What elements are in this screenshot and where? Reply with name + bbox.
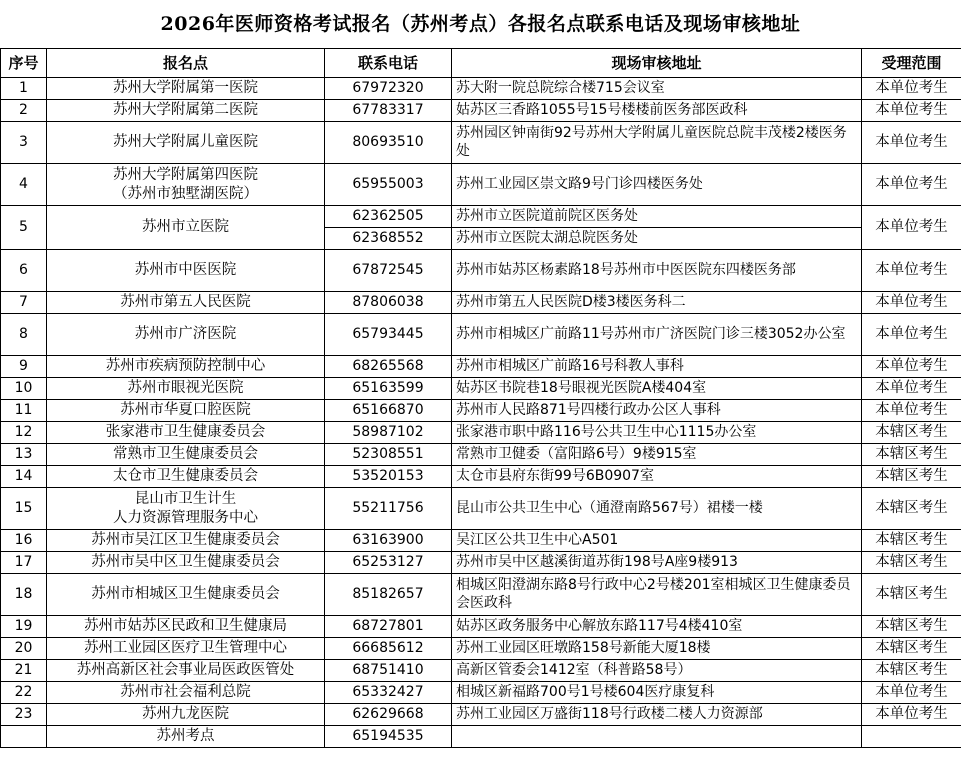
page-title: 2026年医师资格考试报名（苏州考点）各报名点联系电话及现场审核地址 bbox=[160, 13, 801, 35]
table-row bbox=[1, 704, 961, 726]
table-row bbox=[1, 250, 961, 292]
site-name-line: 昆山市卫生计生 bbox=[134, 490, 237, 507]
site-name: 张家港市卫生健康委员会 bbox=[47, 422, 325, 444]
header-address: 现场审核地址 bbox=[452, 49, 862, 78]
row-index: 12 bbox=[1, 422, 47, 444]
review-address: 苏州市立医院太湖总院医务处 bbox=[452, 228, 862, 250]
table-row bbox=[1, 660, 961, 682]
table-row bbox=[1, 444, 961, 466]
scope-value: 本单位考生 bbox=[862, 292, 961, 314]
site-name: 苏州市吴江区卫生健康委员会 bbox=[47, 530, 325, 552]
review-address: 苏州市人民路871号四楼行政办公区人事科 bbox=[452, 400, 862, 422]
row-index: 3 bbox=[1, 122, 47, 164]
row-index: 22 bbox=[1, 682, 47, 704]
row-index: 19 bbox=[1, 616, 47, 638]
phone-number: 87806038 bbox=[325, 292, 452, 314]
row-index: 4 bbox=[1, 164, 47, 206]
site-name-line: 苏州大学附属第四医院 bbox=[113, 166, 258, 183]
review-address: 苏州市第五人民医院D楼3楼医务科二 bbox=[452, 292, 862, 314]
scope-value: 本辖区考生 bbox=[862, 574, 961, 616]
table-row bbox=[1, 552, 961, 574]
review-address: 相城区阳澄湖东路8号行政中心2号楼201室相城区卫生健康委员会医政科 bbox=[452, 574, 862, 616]
row-index-empty bbox=[1, 726, 47, 748]
scope-value: 本单位考生 bbox=[862, 78, 961, 100]
row-index: 5 bbox=[1, 206, 47, 250]
table-row bbox=[1, 616, 961, 638]
row-index: 9 bbox=[1, 356, 47, 378]
review-address: 姑苏区三香路1055号15号楼楼前医务部医政科 bbox=[452, 100, 862, 122]
site-name: 苏州市中医医院 bbox=[47, 250, 325, 292]
row-index: 20 bbox=[1, 638, 47, 660]
site-name: 苏州市相城区卫生健康委员会 bbox=[47, 574, 325, 616]
header-index: 序号 bbox=[1, 49, 47, 78]
table-row bbox=[1, 78, 961, 100]
scope-value: 本单位考生 bbox=[862, 314, 961, 356]
phone-number: 67783317 bbox=[325, 100, 452, 122]
scope-value: 本单位考生 bbox=[862, 378, 961, 400]
site-name: 苏州市华夏口腔医院 bbox=[47, 400, 325, 422]
phone-number: 80693510 bbox=[325, 122, 452, 164]
review-address: 姑苏区书院巷18号眼视光医院A楼404室 bbox=[452, 378, 862, 400]
row-index: 1 bbox=[1, 78, 47, 100]
table-row bbox=[1, 466, 961, 488]
header-phone: 联系电话 bbox=[325, 49, 452, 78]
scope-value: 本单位考生 bbox=[862, 164, 961, 206]
site-name: 苏州考点 bbox=[47, 726, 325, 748]
phone-number: 67972320 bbox=[325, 78, 452, 100]
scope-value: 本单位考生 bbox=[862, 122, 961, 164]
row-index: 6 bbox=[1, 250, 47, 292]
phone-number: 68751410 bbox=[325, 660, 452, 682]
scope-value: 本辖区考生 bbox=[862, 638, 961, 660]
phone-number: 62362505 bbox=[325, 206, 452, 228]
review-address: 太仓市县府东街99号6B0907室 bbox=[452, 466, 862, 488]
table-row bbox=[1, 682, 961, 704]
phone-number: 68727801 bbox=[325, 616, 452, 638]
scope-value: 本单位考生 bbox=[862, 100, 961, 122]
scope-value: 本单位考生 bbox=[862, 206, 961, 250]
site-name: 苏州市疾病预防控制中心 bbox=[47, 356, 325, 378]
review-address: 相城区新福路700号1号楼604医疗康复科 bbox=[452, 682, 862, 704]
review-address: 常熟市卫健委（富阳路6号）9楼915室 bbox=[452, 444, 862, 466]
site-name: 太仓市卫生健康委员会 bbox=[47, 466, 325, 488]
review-address: 苏州工业园区崇文路9号门诊四楼医务处 bbox=[452, 164, 862, 206]
table-row bbox=[1, 530, 961, 552]
row-index: 10 bbox=[1, 378, 47, 400]
review-address: 苏州园区钟南街92号苏州大学附属儿童医院总院丰茂楼2楼医务处 bbox=[452, 122, 862, 164]
scope-value: 本辖区考生 bbox=[862, 466, 961, 488]
site-name: 苏州大学附属第二医院 bbox=[47, 100, 325, 122]
table-row-footer bbox=[1, 726, 961, 748]
scope-value: 本辖区考生 bbox=[862, 444, 961, 466]
scope-value: 本单位考生 bbox=[862, 682, 961, 704]
scope-value: 本辖区考生 bbox=[862, 616, 961, 638]
table-row bbox=[1, 574, 961, 616]
table-row bbox=[1, 356, 961, 378]
phone-number: 65332427 bbox=[325, 682, 452, 704]
row-index: 21 bbox=[1, 660, 47, 682]
review-address: 苏州市吴中区越溪街道苏街198号A座9楼913 bbox=[452, 552, 862, 574]
scope-value: 本辖区考生 bbox=[862, 660, 961, 682]
site-name: 苏州工业园区医疗卫生管理中心 bbox=[47, 638, 325, 660]
table-row bbox=[1, 378, 961, 400]
scope-value: 本单位考生 bbox=[862, 400, 961, 422]
review-address: 吴江区公共卫生中心A501 bbox=[452, 530, 862, 552]
site-name: 苏州九龙医院 bbox=[47, 704, 325, 726]
table-row bbox=[1, 206, 961, 228]
scope-value-empty bbox=[862, 726, 961, 748]
table-row bbox=[1, 292, 961, 314]
site-name: 苏州市立医院 bbox=[47, 206, 325, 250]
site-name: 苏州市广济医院 bbox=[47, 314, 325, 356]
scope-value: 本辖区考生 bbox=[862, 552, 961, 574]
review-address: 苏州市相城区广前路11号苏州市广济医院门诊三楼3052办公室 bbox=[452, 314, 862, 356]
phone-number: 62368552 bbox=[325, 228, 452, 250]
scope-value: 本单位考生 bbox=[862, 250, 961, 292]
row-index: 11 bbox=[1, 400, 47, 422]
site-name: 苏州市眼视光医院 bbox=[47, 378, 325, 400]
phone-number: 63163900 bbox=[325, 530, 452, 552]
row-index: 18 bbox=[1, 574, 47, 616]
site-name: 苏州大学附属第一医院 bbox=[47, 78, 325, 100]
site-name: 常熟市卫生健康委员会 bbox=[47, 444, 325, 466]
row-index: 8 bbox=[1, 314, 47, 356]
review-address: 苏州工业园区万盛街118号行政楼二楼人力资源部 bbox=[452, 704, 862, 726]
phone-number: 65793445 bbox=[325, 314, 452, 356]
row-index: 14 bbox=[1, 466, 47, 488]
site-name-line: 人力资源管理服务中心 bbox=[113, 509, 258, 526]
table-header-row bbox=[1, 49, 961, 78]
phone-number: 65253127 bbox=[325, 552, 452, 574]
site-name: 苏州市吴中区卫生健康委员会 bbox=[47, 552, 325, 574]
header-site: 报名点 bbox=[47, 49, 325, 78]
review-address: 苏州市姑苏区杨素路18号苏州市中医医院东四楼医务部 bbox=[452, 250, 862, 292]
site-name: 苏州市第五人民医院 bbox=[47, 292, 325, 314]
row-index: 17 bbox=[1, 552, 47, 574]
header-scope: 受理范围 bbox=[862, 49, 961, 78]
phone-number: 65163599 bbox=[325, 378, 452, 400]
site-name bbox=[47, 488, 325, 530]
row-index: 15 bbox=[1, 488, 47, 530]
review-address: 高新区管委会1412室（科普路58号） bbox=[452, 660, 862, 682]
table-row bbox=[1, 122, 961, 164]
phone-number: 68265568 bbox=[325, 356, 452, 378]
table-row bbox=[1, 638, 961, 660]
review-address: 苏大附一院总院综合楼715会议室 bbox=[452, 78, 862, 100]
phone-number: 53520153 bbox=[325, 466, 452, 488]
scope-value: 本辖区考生 bbox=[862, 488, 961, 530]
review-address: 姑苏区政务服务中心解放东路117号4楼410室 bbox=[452, 616, 862, 638]
row-index: 23 bbox=[1, 704, 47, 726]
table-row bbox=[1, 488, 961, 530]
phone-number: 58987102 bbox=[325, 422, 452, 444]
table-row bbox=[1, 422, 961, 444]
phone-number: 52308551 bbox=[325, 444, 452, 466]
row-index: 16 bbox=[1, 530, 47, 552]
phone-number: 65955003 bbox=[325, 164, 452, 206]
scope-value: 本单位考生 bbox=[862, 356, 961, 378]
site-name: 苏州市社会福利总院 bbox=[47, 682, 325, 704]
phone-number: 62629668 bbox=[325, 704, 452, 726]
site-name: 苏州高新区社会事业局医政医管处 bbox=[47, 660, 325, 682]
review-address: 苏州市立医院道前院区医务处 bbox=[452, 206, 862, 228]
phone-number: 66685612 bbox=[325, 638, 452, 660]
review-address: 昆山市公共卫生中心（通澄南路567号）裙楼一楼 bbox=[452, 488, 862, 530]
table-row bbox=[1, 164, 961, 206]
review-address: 苏州工业园区旺墩路158号新能大厦18楼 bbox=[452, 638, 862, 660]
phone-number: 67872545 bbox=[325, 250, 452, 292]
review-address: 苏州市相城区广前路16号科教人事科 bbox=[452, 356, 862, 378]
site-name: 苏州大学附属儿童医院 bbox=[47, 122, 325, 164]
contact-table bbox=[0, 48, 961, 748]
scope-value: 本辖区考生 bbox=[862, 422, 961, 444]
table-row bbox=[1, 314, 961, 356]
row-index: 7 bbox=[1, 292, 47, 314]
row-index: 2 bbox=[1, 100, 47, 122]
review-address: 张家港市职中路116号公共卫生中心1115办公室 bbox=[452, 422, 862, 444]
table-row bbox=[1, 100, 961, 122]
phone-number: 65166870 bbox=[325, 400, 452, 422]
site-name bbox=[47, 164, 325, 206]
phone-number: 85182657 bbox=[325, 574, 452, 616]
site-name-line: （苏州市独墅湖医院） bbox=[113, 185, 258, 202]
table-row bbox=[1, 400, 961, 422]
review-address-empty bbox=[452, 726, 862, 748]
site-name: 苏州市姑苏区民政和卫生健康局 bbox=[47, 616, 325, 638]
phone-number: 55211756 bbox=[325, 488, 452, 530]
row-index: 13 bbox=[1, 444, 47, 466]
scope-value: 本辖区考生 bbox=[862, 530, 961, 552]
scope-value: 本单位考生 bbox=[862, 704, 961, 726]
phone-number: 65194535 bbox=[325, 726, 452, 748]
